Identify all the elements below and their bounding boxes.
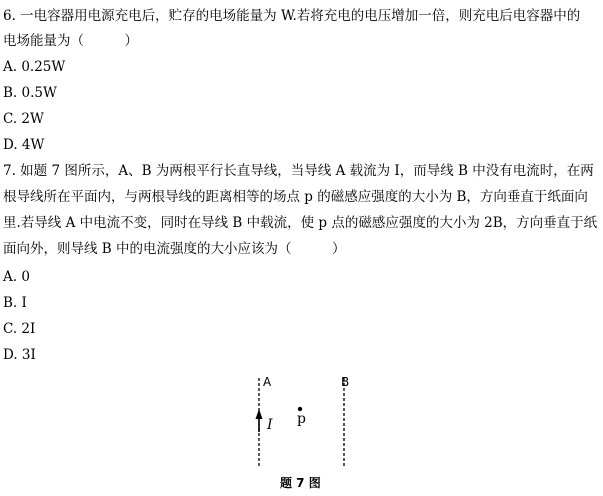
q6-option-d: D. 4W bbox=[3, 137, 45, 153]
figure-caption: 题 7 图 bbox=[280, 476, 321, 490]
q6-option-b: B. 0.5W bbox=[3, 85, 57, 101]
q6-stem-line-2: 电场能量为（ ） bbox=[3, 33, 138, 49]
figure-7 bbox=[240, 372, 370, 496]
q7-stem-line-2: 根导线所在平面内，与两根导线的距离相等的场点 p 的磁感应强度的大小为 B，方向垂直于纸面向 bbox=[3, 189, 588, 205]
q7-stem-line-1: 7. 如题 7 图所示，A、B 为两根平行长直导线，当导线 A 载流为 I，而导线 B 中没有电流时，在两 bbox=[3, 163, 594, 179]
wire-a-label: A bbox=[263, 375, 272, 389]
point-label: p bbox=[297, 411, 306, 427]
wire-b-label: B bbox=[341, 375, 350, 389]
current-label: I bbox=[267, 417, 273, 433]
q6-option-c: C. 2W bbox=[3, 111, 44, 127]
q7-option-c: C. 2I bbox=[3, 321, 36, 337]
current-arrow-icon bbox=[256, 409, 263, 419]
q7-stem-line-3: 里.若导线 A 中电流不变，同时在导线 B 中载流，使 p 点的磁感应强度的大小为 2B，方向垂直于纸 bbox=[3, 215, 598, 231]
q6-stem-line-1: 6. 一电容器用电源充电后，贮存的电场能量为 W.若将充电的电压增加一倍，则充电后电容器中的 bbox=[3, 8, 581, 24]
q7-option-a: A. 0 bbox=[3, 269, 30, 285]
q7-option-b: B. I bbox=[3, 295, 27, 311]
q7-option-d: D. 3I bbox=[3, 347, 36, 363]
q6-option-a: A. 0.25W bbox=[3, 59, 66, 75]
q7-stem-line-4: 面向外，则导线 B 中的电流强度的大小应该为（ ） bbox=[3, 241, 346, 257]
